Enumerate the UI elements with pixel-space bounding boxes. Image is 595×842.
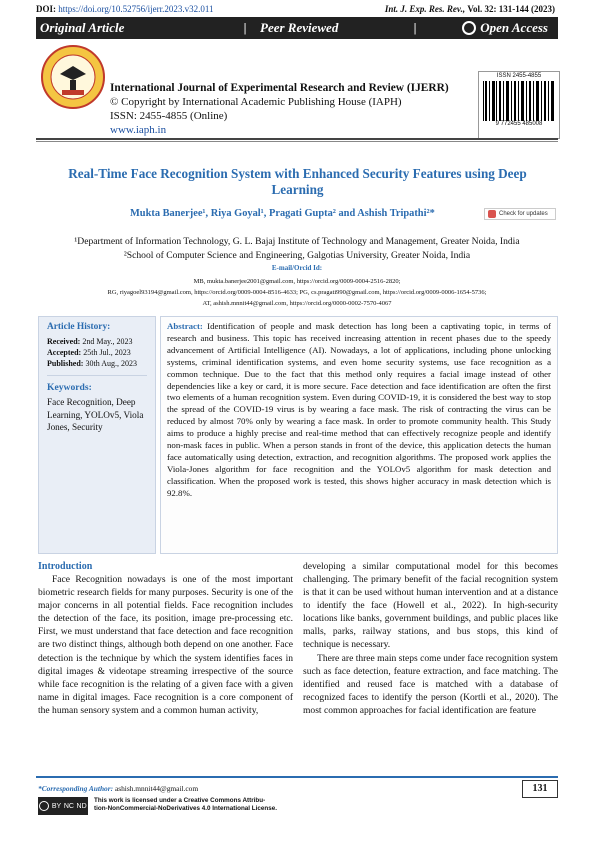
crossmark-icon xyxy=(488,210,496,218)
intro-paragraph-2: There are three main steps come under face recognition system such as face detection, feature extraction, and face matching. The identified and reused face is matched with a database of recognized faces to identify the person (Kortli et al., 2020). The most common approaches for facial identification are feature xyxy=(303,652,558,716)
author-list: Mukta Banerjee¹, Riya Goyal¹, Pragati Gupta² and Ashish Tripathi²* xyxy=(130,208,435,219)
cc-by-label: BY xyxy=(51,802,62,810)
published-value: 30th Aug., 2023 xyxy=(85,359,138,368)
affiliation-2: ²School of Computer Science and Engineering, Galgotias University, Greater Noida, India xyxy=(123,250,471,261)
abstract-label: Abstract: xyxy=(167,321,203,331)
journal-reference xyxy=(385,4,555,14)
masthead-rule xyxy=(36,138,558,140)
issn-line: ISSN: 2455-4855 (Online) xyxy=(110,110,228,122)
corresponding-email[interactable]: ashish.mnnit44@gmail.com xyxy=(114,784,199,793)
cc-icon xyxy=(39,801,49,811)
license-text xyxy=(94,797,277,813)
body-left-column xyxy=(38,560,293,717)
intro-paragraph-continued: developing a similar computational model for this becomes challenging. The primary benefit of the facial recognition system is that it can be used without human intervention and at a distance to identify the face (Howell et al., 2022). In high-security locations like banks, government buildings, and public places like malls, parks, railway stations, and bus stops, this kind of technique is necessary. xyxy=(303,561,558,651)
page-number: 131 xyxy=(522,780,558,798)
corresponding-author xyxy=(38,784,198,793)
peer-reviewed-label: Peer Reviewed xyxy=(260,20,339,35)
keywords-list: Face Recognition, Deep Learning, YOLOv5, Viola Jones, Security xyxy=(47,397,144,432)
banner-separator: | xyxy=(413,20,417,35)
copyright-line: © Copyright by International Academic Publishing House (IAPH) xyxy=(110,96,402,108)
journal-volume: Vol. 32: 131-144 (2023) xyxy=(467,4,555,14)
corresponding-label: *Corresponding Author: xyxy=(38,784,114,793)
cc-license-badge[interactable] xyxy=(38,797,88,815)
accepted-date xyxy=(47,347,147,358)
intro-paragraph-1: Face Recognition nowadays is one of the most important biometric research fields for many purposes. Security is one of the major concerns in all potential fields. Face recognition includes the detection of the face, its position, image pre-processing etc. First, we must understand that face detection and face recognition are two distinct things, although both depend on one another. Face detection is the technique by which the system identifies faces in digital images & videotape streaming irrespective of the source while face recognition is the relating of a given face with a given name in digital images. Face recognition is a core component of the human sensory system and a common human activity, xyxy=(38,574,293,716)
license-line-1: This work is licensed under a Creative Commons Attribu- xyxy=(94,797,266,804)
journal-abbrev: Int. J. Exp. Res. Rev., xyxy=(384,4,466,14)
doi-label: DOI: xyxy=(36,4,56,14)
doi-link[interactable]: https://doi.org/10.52756/ijerr.2023.v32.011 xyxy=(58,4,214,14)
history-divider xyxy=(47,375,147,376)
introduction-heading: Introduction xyxy=(38,561,93,572)
open-access-icon xyxy=(462,21,476,35)
barcode-issn-text: ISSN 2455-4855 xyxy=(496,73,542,79)
open-access-label: Open Access xyxy=(480,20,548,35)
journal-title: International Journal of Experimental Research and Review (IJERR) xyxy=(110,82,449,94)
received-value: 2nd May., 2023 xyxy=(82,337,133,346)
article-banner xyxy=(36,17,558,39)
check-updates-label: Check for updates xyxy=(499,211,548,217)
received-label: Received: xyxy=(47,337,81,346)
original-article-label: Original Article xyxy=(40,20,125,35)
email-line-1: MB, mukta.banerjee2001@gmail.com, https://orcid.org/0009-0004-2516-2820; xyxy=(193,278,401,285)
issn-barcode xyxy=(478,71,560,139)
barcode-number: 9 772455 485008 xyxy=(495,121,543,127)
published-label: Published: xyxy=(47,359,84,368)
published-date xyxy=(47,358,147,369)
article-history-box xyxy=(38,316,156,554)
iaph-logo xyxy=(40,44,106,110)
affiliation-1: ¹Department of Information Technology, G. L. Bajaj Institute of Technology and Management, Greater Noida, India xyxy=(74,236,520,247)
cc-nc-label: NC xyxy=(63,802,74,810)
cc-nd-label: ND xyxy=(76,802,87,810)
publisher-website-link[interactable]: www.iaph.in xyxy=(110,124,167,136)
body-right-column xyxy=(303,560,558,717)
accepted-value: 25th Jul., 2023 xyxy=(83,348,131,357)
paper-title: Real-Time Face Recognition System with Enhanced Security Features using Deep Learning xyxy=(68,166,527,197)
email-line-2: RG, riyagoel93194@gmail.com, https://orcid.org/0009-0004-8516-4633; PG, cs.pragati990@gmail.com, https://orcid.org/0009-0006-1654-5736; xyxy=(107,289,487,296)
email-line-3: AT, ashish.mnnit44@gmail.com, https://orcid.org/0000-0002-7570-4067 xyxy=(202,300,392,307)
banner-separator: | xyxy=(243,20,247,35)
keywords-heading: Keywords: xyxy=(47,382,92,393)
footer-rule xyxy=(36,776,558,778)
license-line-2: tion-NonCommercial-NoDerivatives 4.0 International License. xyxy=(94,805,278,812)
doi-line xyxy=(36,4,214,14)
abstract-text: Identification of people and mask detection has long been a captivating topic, in terms of research and business. This topic has received increasing attention in recent phases due to the speedy advancement of Artificial Intelligence (AI). Nowadays, a lot of applications, including phone unlocking systems, criminal identification systems, and even home security systems, use face recognition as a common technique. Due to the fact that this method only requires a facial image instead of other dependencies like a key or card, it is more secure. Face detection and face identification are often the first two elements of a human recognition system. Even during COVID-19, it is considered the best way to stop the spread of the COVID-19 virus is by wearing a face mask. The risk of contracting the virus can be reduced by almost 70% only by wearing a face mask. In order to promote community health. This Study aims to produce a highly precise and real-time method that can effectively recognize people and identify non-mask faces in public. When a person stands in front of the device, this application detects the human face automatically using detection, extraction, and recognition algorithms. The proposed work applies the Viola-Jones algorithm for face recognition and the YOLOv5 algorithm for mask detection and classification. When the proposed work is tested, this shows higher accuracy in mask detection which is 92.8%. xyxy=(167,321,552,498)
abstract-box xyxy=(160,316,558,554)
received-date xyxy=(47,336,147,347)
email-orcid-heading: E-mail/Orcid Id: xyxy=(271,264,323,272)
masthead-rule-thin xyxy=(36,141,558,142)
check-for-updates-button[interactable] xyxy=(484,208,556,220)
article-history-heading: Article History: xyxy=(47,322,111,332)
open-access-group xyxy=(430,20,558,36)
accepted-label: Accepted: xyxy=(47,348,82,357)
barcode-bars xyxy=(483,81,555,121)
